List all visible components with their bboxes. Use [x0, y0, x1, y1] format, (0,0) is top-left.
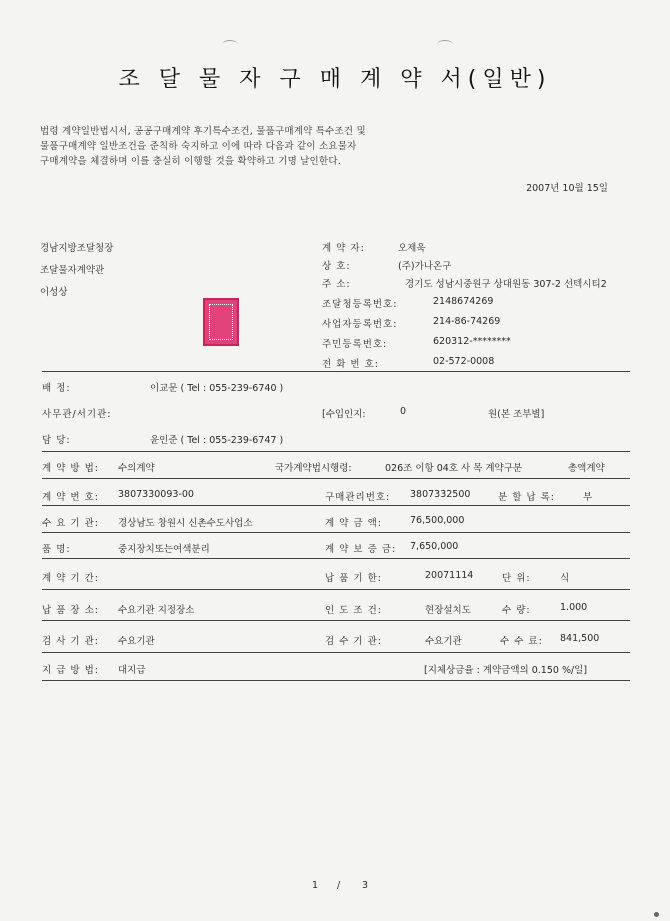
contract-date: 2007년 10월 15일 [526, 183, 608, 194]
row-1-value-1: 3807330093-00 [118, 489, 194, 500]
divider [42, 652, 630, 653]
document-title: 조 달 물 자 구 매 계 약 서(일반) [118, 67, 552, 92]
charge-value: 이교문 ( Tel : 055-239-6740 ) [150, 383, 284, 394]
row-3-value-2: 7,650,000 [410, 541, 459, 552]
buyer-position: 조달물자계약관 [40, 265, 105, 276]
row-6-value-2: 수요기관 [425, 636, 462, 647]
row-3-label-2: 계 약 보 증 금: [325, 544, 397, 555]
row-6-value-1: 수요기관 [118, 636, 155, 647]
row-4-value-3: 식 [560, 573, 570, 584]
supplier-label-biz-no: 사업자등록번호: [322, 319, 398, 330]
row-5-value-1: 수요기관 지정장소 [118, 605, 195, 616]
row-5-label-1: 납 품 장 소: [42, 605, 99, 616]
demand-label: [수입인지: [322, 409, 366, 420]
supplier-value-address: 경기도 성남시중원구 상대원동 307-2 선텍시티2 [405, 279, 607, 290]
divider [42, 589, 630, 590]
row-5-label-2: 인 도 조 건: [325, 605, 382, 616]
row-4-label-3: 단 위: [502, 573, 531, 584]
row-1-value-2: 3807332500 [410, 489, 471, 500]
supplier-label-company: 상 호: [322, 261, 351, 272]
row-3-label-1: 품 명: [42, 544, 71, 555]
divider [42, 680, 630, 681]
row-6-label-3: 수 수 료: [500, 636, 543, 647]
punch-hole-right [437, 40, 453, 49]
intro-line-3: 구매계약을 체결하며 이를 충실히 이행할 것을 확약하고 기명 날인한다. [40, 156, 341, 167]
row-2-value-1: 경상남도 창원시 신촌수도사업소 [118, 518, 253, 529]
supplier-label-address: 주 소: [322, 279, 351, 290]
charge-label: 배 정: [42, 383, 71, 394]
row-7-value-1: 대지급 [118, 665, 146, 676]
page-total: 3 [362, 880, 369, 891]
divider [42, 505, 630, 506]
row-5-value-2: 현장설치도 [425, 605, 471, 616]
row-6-value-3: 841,500 [560, 633, 600, 644]
supplier-label-contractor: 계 약 자: [322, 243, 365, 254]
row-4-label-2: 납 품 기 한: [325, 573, 382, 584]
supplier-value-phone: 02-572-0008 [433, 356, 495, 367]
law-value: 026조 이항 04호 사 목 계약구분 [385, 463, 523, 474]
supplier-label-phone: 전 화 번 호: [322, 359, 379, 370]
divider [42, 478, 630, 479]
method-value: 수의계약 [118, 463, 155, 474]
row-6-label-2: 검 수 기 관: [325, 636, 382, 647]
buyer-name: 이성상 [40, 287, 68, 298]
demand-value: 0 [400, 406, 407, 417]
contract-type: 총액계약 [568, 463, 605, 474]
buyer-agency: 경남지방조달청장 [40, 243, 114, 254]
row-2-label-1: 수 요 기 관: [42, 518, 99, 529]
intro-line-1: 법령 계약일반법시서, 공공구매계약 후기특수조건, 물품구매계약 특수조건 및 [40, 126, 366, 137]
divider [42, 451, 630, 452]
manager-value: 윤인준 ( Tel : 055-239-6747 ) [150, 435, 284, 446]
row-5-label-3: 수 량: [502, 605, 531, 616]
divider [42, 620, 630, 621]
row-5-value-3: 1.000 [560, 602, 588, 613]
intro-line-2: 물품구매계약 일반조건을 준칙하 숙지하고 이에 따라 다음과 같이 소요물자 [40, 141, 357, 152]
office-label: 사무관/서기관: [42, 409, 112, 420]
punch-hole-left [222, 40, 238, 49]
row-1-label-2: 구매관리번호: [325, 492, 391, 503]
supplier-value-biz-no: 214-86-74269 [433, 316, 501, 327]
row-6-label-1: 검 사 기 관: [42, 636, 99, 647]
supplier-value-reg-no: 2148674269 [433, 296, 494, 307]
supplier-value-contractor: 오제욱 [398, 243, 426, 254]
row-1-value-3: 부 [583, 492, 593, 503]
supplier-value-resident-no: 620312-******** [433, 336, 511, 347]
row-4-label-1: 계 약 기 간: [42, 573, 99, 584]
page-separator: / [337, 880, 341, 891]
method-label: 계 약 방 법: [42, 463, 99, 474]
official-seal [203, 298, 239, 346]
law-label: 국가계약법시행령: [275, 463, 352, 474]
row-2-label-2: 계 약 금 액: [325, 518, 382, 529]
page-current: 1 [312, 880, 319, 891]
scan-mark [654, 912, 659, 917]
row-1-label-3: 분 할 납 록: [498, 492, 555, 503]
divider [42, 371, 630, 372]
row-2-value-2: 76,500,000 [410, 515, 465, 526]
manager-label: 담 당: [42, 435, 71, 446]
row-4-value-2: 20071114 [425, 570, 474, 581]
row-1-label-1: 계 약 번 호: [42, 492, 99, 503]
divider [42, 532, 630, 533]
supplier-label-resident-no: 주민등록번호: [322, 339, 388, 350]
row-7-label-1: 지 급 방 법: [42, 665, 99, 676]
demand-note: 원(본 조부별] [488, 409, 545, 420]
supplier-value-company: (주)가나온구 [398, 261, 452, 272]
supplier-label-reg-no: 조달청등록번호: [322, 299, 398, 310]
penalty-rate: [지체상금율 : 계약금액의 0.150 %/일] [424, 665, 588, 676]
divider [42, 558, 630, 559]
row-3-value-1: 중지장치또는여색분리 [118, 544, 210, 555]
